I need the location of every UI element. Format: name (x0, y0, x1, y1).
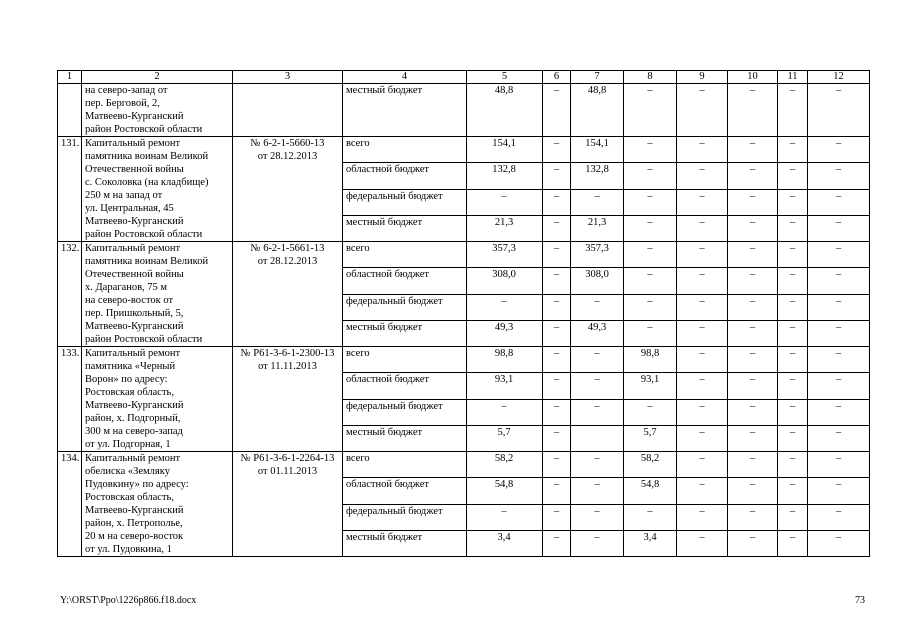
amount-cell: – (728, 530, 778, 556)
amount-cell: – (728, 215, 778, 241)
object-name-line: ул. Центральная, 45 (85, 203, 174, 214)
object-name (82, 137, 233, 242)
amount-cell: – (467, 504, 543, 530)
amount-cell: – (543, 347, 571, 373)
amount-cell: – (677, 320, 728, 346)
amount-cell: – (624, 268, 677, 294)
amount-cell: – (571, 530, 624, 556)
amount-cell: – (808, 294, 870, 320)
amount-cell: – (778, 215, 808, 241)
amount-cell: – (677, 452, 728, 478)
amount-cell: – (808, 84, 870, 137)
conclusion-doc-line: № 6-2-1-5660-13 (250, 138, 325, 149)
object-name-line: Ростовская область, (85, 387, 174, 398)
conclusion-doc (233, 137, 343, 242)
amount-cell: – (728, 242, 778, 268)
page-number: 73 (855, 595, 865, 606)
amount-cell: – (808, 347, 870, 373)
amount-cell: – (571, 189, 624, 215)
amount-cell: – (728, 137, 778, 163)
conclusion-doc-line: от 01.11.2013 (257, 466, 318, 477)
amount-cell: – (624, 163, 677, 189)
object-name-line: от ул. Подгорная, 1 (85, 439, 171, 450)
amount-cell: – (808, 268, 870, 294)
amount-cell: – (808, 215, 870, 241)
funding-source: федеральный бюджет (343, 294, 467, 320)
funding-source: местный бюджет (343, 320, 467, 346)
amount-cell: – (778, 452, 808, 478)
amount-cell: – (728, 268, 778, 294)
amount-cell: – (543, 163, 571, 189)
amount-cell: 48,8 (571, 84, 624, 137)
amount-cell: – (677, 294, 728, 320)
object-name-line: Капитальный ремонт (85, 243, 181, 254)
header-cell: 10 (728, 71, 778, 84)
object-name-line: памятника воинам Великой (85, 256, 209, 267)
funding-source: областной бюджет (343, 268, 467, 294)
funding-source: местный бюджет (343, 425, 467, 451)
amount-cell: – (778, 373, 808, 399)
conclusion-doc-line: № 6-2-1-5661-13 (250, 243, 325, 254)
funding-source: областной бюджет (343, 163, 467, 189)
amount-cell: – (728, 373, 778, 399)
amount-cell: – (571, 504, 624, 530)
amount-cell: – (778, 242, 808, 268)
header-cell: 1 (58, 71, 82, 84)
amount-cell: – (677, 242, 728, 268)
conclusion-doc-line: № Р61-3-6-1-2264-13 (240, 453, 335, 464)
amount-cell: – (677, 189, 728, 215)
object-name-line: с. Соколовка (на кладбище) (85, 177, 209, 188)
amount-cell: 132,8 (467, 163, 543, 189)
funding-source: местный бюджет (343, 84, 467, 137)
amount-cell: – (778, 294, 808, 320)
conclusion-doc-line: от 28.12.2013 (257, 256, 318, 267)
amount-cell: – (677, 268, 728, 294)
continuation-row (58, 84, 870, 137)
header-cell: 9 (677, 71, 728, 84)
amount-cell: – (808, 189, 870, 215)
amount-cell: 58,2 (467, 452, 543, 478)
object-name (82, 347, 233, 452)
header-cell: 6 (543, 71, 571, 84)
object-name-line: от ул. Пудовкина, 1 (85, 544, 172, 555)
file-path: Y:\ORST\Ppo\1226p866.f18.docx (60, 595, 197, 606)
amount-cell: – (728, 452, 778, 478)
conclusion-doc (233, 84, 343, 137)
object-name-line: на северо-запад от (85, 85, 168, 96)
amount-cell: – (677, 478, 728, 504)
amount-cell: 49,3 (571, 320, 624, 346)
object-name-line: 250 м на запад от (85, 190, 163, 201)
amount-cell: 5,7 (467, 425, 543, 451)
object-name-line: Отечественной войны (85, 164, 184, 175)
amount-cell: – (808, 399, 870, 425)
amount-cell: – (808, 530, 870, 556)
amount-cell: – (728, 504, 778, 530)
object-name-line: Матвеево-Курганский (85, 216, 184, 227)
amount-cell: – (543, 425, 571, 451)
amount-cell: 357,3 (467, 242, 543, 268)
amount-cell: – (778, 504, 808, 530)
object-name-line: Ростовская область, (85, 492, 174, 503)
conclusion-doc-line: от 11.11.2013 (258, 361, 317, 372)
column-number-header (58, 71, 870, 84)
funding-source: федеральный бюджет (343, 189, 467, 215)
object-name-line: район, х. Петрополье, (85, 518, 183, 529)
amount-cell: – (677, 347, 728, 373)
amount-cell: – (571, 373, 624, 399)
amount-cell: – (778, 137, 808, 163)
amount-cell: 3,4 (467, 530, 543, 556)
object-name-line: памятника «Черный (85, 361, 176, 372)
amount-cell: – (543, 268, 571, 294)
conclusion-doc (233, 242, 343, 347)
amount-cell: – (778, 84, 808, 137)
funding-source: федеральный бюджет (343, 399, 467, 425)
amount-cell: – (624, 242, 677, 268)
amount-cell: – (808, 320, 870, 346)
funding-source: всего (343, 452, 467, 478)
amount-cell: 308,0 (467, 268, 543, 294)
amount-cell: – (543, 137, 571, 163)
header-cell: 3 (233, 71, 343, 84)
header-cell: 4 (343, 71, 467, 84)
funding-source: федеральный бюджет (343, 504, 467, 530)
amount-cell: – (543, 84, 571, 137)
amount-cell: – (543, 399, 571, 425)
header-cell: 7 (571, 71, 624, 84)
amount-cell: – (624, 504, 677, 530)
amount-cell: – (728, 320, 778, 346)
amount-cell: – (677, 137, 728, 163)
object-name-line: на северо-восток от (85, 295, 174, 306)
record-number: 133. (58, 347, 82, 452)
amount-cell: – (571, 452, 624, 478)
object-name-line: Ворон» по адресу: (85, 374, 168, 385)
amount-cell: – (808, 452, 870, 478)
object-name-line: Матвеево-Курганский (85, 505, 184, 516)
header-cell: 5 (467, 71, 543, 84)
amount-cell: – (624, 399, 677, 425)
amount-cell: – (808, 137, 870, 163)
amount-cell: 154,1 (571, 137, 624, 163)
amount-cell: – (677, 215, 728, 241)
header-cell: 2 (82, 71, 233, 84)
amount-cell: – (624, 84, 677, 137)
amount-cell: – (778, 189, 808, 215)
amount-cell: – (778, 163, 808, 189)
amount-cell: – (624, 189, 677, 215)
funding-source: местный бюджет (343, 215, 467, 241)
amount-cell: – (778, 530, 808, 556)
amount-cell: – (808, 504, 870, 530)
amount-cell: 49,3 (467, 320, 543, 346)
amount-cell: – (543, 242, 571, 268)
amount-cell: – (728, 399, 778, 425)
conclusion-doc (233, 347, 343, 452)
amount-cell: – (677, 504, 728, 530)
amount-cell: 98,8 (624, 347, 677, 373)
amount-cell: – (728, 189, 778, 215)
amount-cell: – (543, 504, 571, 530)
object-name (82, 242, 233, 347)
record-row (58, 452, 870, 478)
amount-cell: – (677, 84, 728, 137)
funding-source: всего (343, 242, 467, 268)
amount-cell: 48,8 (467, 84, 543, 137)
amount-cell: – (543, 320, 571, 346)
amount-cell: – (543, 478, 571, 504)
object-name-line: 20 м на северо-восток (85, 531, 184, 542)
funding-source: всего (343, 347, 467, 373)
amount-cell: – (728, 347, 778, 373)
object-name-line: Матвеево-Курганский (85, 400, 184, 411)
amount-cell: – (624, 137, 677, 163)
object-name-line: район Ростовской области (85, 124, 203, 135)
object-name-line: Отечественной войны (85, 269, 184, 280)
amount-cell (571, 425, 624, 451)
amount-cell: 93,1 (624, 373, 677, 399)
amount-cell: 132,8 (571, 163, 624, 189)
amount-cell: 54,8 (467, 478, 543, 504)
budget-table (57, 70, 870, 557)
header-cell: 8 (624, 71, 677, 84)
amount-cell: – (571, 399, 624, 425)
amount-cell: – (808, 163, 870, 189)
amount-cell: 308,0 (571, 268, 624, 294)
amount-cell: – (571, 347, 624, 373)
record-number: 134. (58, 452, 82, 557)
amount-cell: – (728, 478, 778, 504)
amount-cell: – (543, 294, 571, 320)
conclusion-doc (233, 452, 343, 557)
record-number (58, 84, 82, 137)
amount-cell: – (624, 294, 677, 320)
amount-cell: – (677, 373, 728, 399)
amount-cell: 54,8 (624, 478, 677, 504)
amount-cell: – (778, 268, 808, 294)
amount-cell: – (728, 163, 778, 189)
amount-cell: – (467, 189, 543, 215)
amount-cell: – (467, 294, 543, 320)
object-name-line: Капитальный ремонт (85, 138, 181, 149)
record-row (58, 242, 870, 268)
object-name (82, 84, 233, 137)
amount-cell: – (571, 294, 624, 320)
object-name-line: Матвеево-Курганский (85, 321, 184, 332)
header-cell: 11 (778, 71, 808, 84)
record-number: 131. (58, 137, 82, 242)
header-cell: 12 (808, 71, 870, 84)
amount-cell: – (677, 163, 728, 189)
amount-cell: – (778, 478, 808, 504)
object-name-line: пер. Пришкольный, 5, (85, 308, 184, 319)
amount-cell: 5,7 (624, 425, 677, 451)
amount-cell: – (543, 215, 571, 241)
object-name-line: 300 м на северо-запад (85, 426, 183, 437)
amount-cell: – (778, 425, 808, 451)
amount-cell: 21,3 (467, 215, 543, 241)
amount-cell: – (543, 530, 571, 556)
amount-cell: – (677, 530, 728, 556)
amount-cell: – (728, 294, 778, 320)
amount-cell: 58,2 (624, 452, 677, 478)
object-name-line: х. Дараганов, 75 м (85, 282, 168, 293)
amount-cell: – (728, 425, 778, 451)
amount-cell: – (808, 373, 870, 399)
object-name-line: обелиска «Земляку (85, 466, 170, 477)
amount-cell: – (677, 425, 728, 451)
conclusion-doc-line: от 28.12.2013 (257, 151, 318, 162)
amount-cell: – (778, 399, 808, 425)
amount-cell: – (624, 320, 677, 346)
object-name-line: пер. Берговой, 2, (85, 98, 160, 109)
amount-cell: – (467, 399, 543, 425)
amount-cell: 93,1 (467, 373, 543, 399)
amount-cell: 21,3 (571, 215, 624, 241)
amount-cell: – (543, 373, 571, 399)
amount-cell: – (778, 347, 808, 373)
amount-cell: – (728, 84, 778, 137)
amount-cell: – (624, 215, 677, 241)
funding-source: местный бюджет (343, 530, 467, 556)
object-name-line: Матвеево-Курганский (85, 111, 184, 122)
funding-source: областной бюджет (343, 478, 467, 504)
funding-source: всего (343, 137, 467, 163)
amount-cell: – (808, 242, 870, 268)
amount-cell: 357,3 (571, 242, 624, 268)
object-name-line: район Ростовской области (85, 334, 203, 345)
object-name-line: район, х. Подгорный, (85, 413, 181, 424)
amount-cell: – (543, 189, 571, 215)
object-name-line: памятника воинам Великой (85, 151, 209, 162)
object-name-line: Пудовкину» по адресу: (85, 479, 189, 490)
record-number: 132. (58, 242, 82, 347)
amount-cell: 98,8 (467, 347, 543, 373)
conclusion-doc-line: № Р61-3-6-1-2300-13 (240, 348, 335, 359)
amount-cell: – (808, 478, 870, 504)
amount-cell: – (543, 452, 571, 478)
amount-cell: – (808, 425, 870, 451)
amount-cell: – (677, 399, 728, 425)
amount-cell: – (778, 320, 808, 346)
record-row (58, 347, 870, 373)
object-name-line: район Ростовской области (85, 229, 203, 240)
amount-cell: – (571, 478, 624, 504)
funding-source: областной бюджет (343, 373, 467, 399)
object-name-line: Капитальный ремонт (85, 348, 181, 359)
record-row (58, 137, 870, 163)
amount-cell: 3,4 (624, 530, 677, 556)
amount-cell: 154,1 (467, 137, 543, 163)
object-name-line: Капитальный ремонт (85, 453, 181, 464)
object-name (82, 452, 233, 557)
